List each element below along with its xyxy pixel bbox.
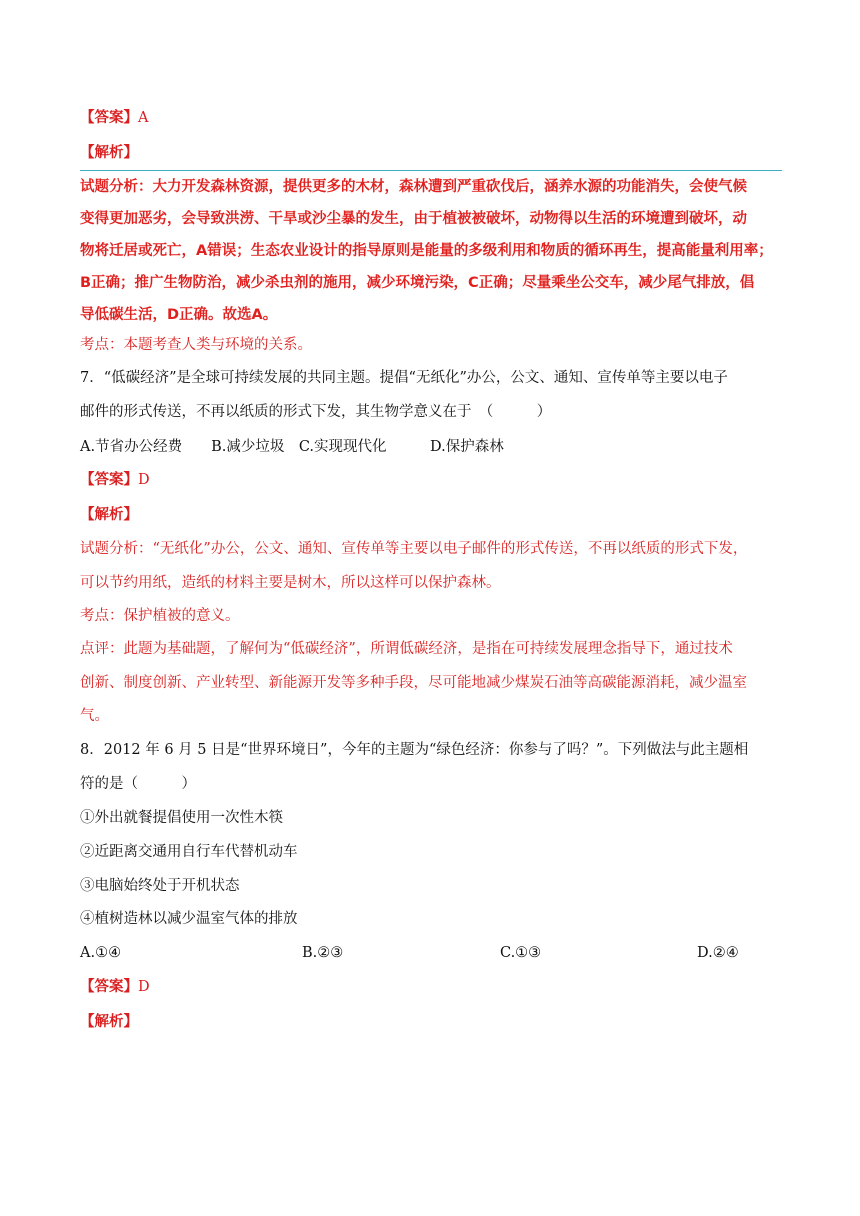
analysis-heading: 【解析】 [80, 144, 138, 161]
answer-bracket: 【答案】 [80, 978, 138, 995]
answer-value: D [138, 472, 150, 488]
analysis-text-line: 试题分析：“无纸化”办公，公文、通知、宣传单等主要以电子邮件的形式传送，不再以纸质的形式下发， [80, 541, 748, 557]
analysis-text-line: 变得更加恶劣，会导致洪涝、干旱或沙尘暴的发生，由于植被被破坏，动物得以生活的环境遭到破坏，动 [80, 211, 747, 227]
analysis-heading: 【解析】 [80, 506, 138, 523]
statement-item: ③电脑始终处于开机状态 [80, 878, 240, 894]
answer-value: A [138, 110, 149, 126]
option-b: B.②③ [302, 945, 344, 961]
dianping-text-line: 创新、制度创新、产业转型、新能源开发等多种手段，尽可能地减少煤炭石油等高碳能源消耗，减少温室 [80, 675, 747, 691]
statement-item: ②近距离交通用自行车代替机动车 [80, 844, 298, 860]
answer-line [80, 470, 150, 490]
kaodian-text: 考点：保护植被的意义。 [80, 608, 240, 624]
answer-line [80, 977, 150, 997]
dianping-text-line: 气。 [80, 708, 109, 724]
analysis-text-line: B正确；推广生物防治，减少杀虫剂的施用，减少环境污染，C正确；尽量乘坐公交车，减少尾气排放，倡 [80, 275, 755, 291]
question-stem: 7．“低碳经济”是全球可持续发展的共同主题。提倡“无纸化”办公，公文、通知、宣传单等主要以电子 [80, 370, 728, 386]
answer-bracket: 【答案】 [80, 109, 138, 126]
option-c: C.①③ [500, 945, 542, 961]
analysis-text-line: 可以节约用纸，造纸的材料主要是树木，所以这样可以保护森林。 [80, 575, 501, 591]
analysis-heading: 【解析】 [80, 1013, 138, 1030]
dianping-text-line: 点评：此题为基础题，了解何为“低碳经济”，所谓低碳经济，是指在可持续发展理念指导下，通过技术 [80, 641, 733, 657]
analysis-text-line: 导低碳生活，D正确。故选A。 [80, 307, 278, 323]
statement-item: ④植树造林以减少温室气体的排放 [80, 911, 298, 927]
answer-line [80, 108, 148, 128]
statement-item: ①外出就餐提倡使用一次性木筷 [80, 810, 283, 826]
answer-bracket: 【答案】 [80, 471, 138, 488]
analysis-text-line: 物将迁居或死亡，A错误；生态农业设计的指导原则是能量的多级利用和物质的循环再生，提高能量利用率； [80, 243, 773, 259]
kaodian-text: 考点：本题考查人类与环境的关系。 [80, 337, 312, 353]
answer-value: D [138, 979, 150, 995]
question-stem: 符的是（ ） [80, 776, 196, 792]
divider [80, 170, 782, 171]
option-a: A.①④ [80, 945, 122, 961]
analysis-text-line: 试题分析：大力开发森林资源，提供更多的木材，森林遭到严重砍伐后，涵养水源的功能消失，会使气候 [80, 179, 747, 195]
options-line: A.节省办公经费 B.减少垃圾 C.实现现代化 D.保护森林 [80, 439, 504, 455]
option-d: D.②④ [697, 945, 739, 961]
question-stem: 邮件的形式传送，不再以纸质的形式下发，其生物学意义在于 （ ） [80, 404, 552, 420]
question-stem: 8．2012 年 6 月 5 日是“世界环境日”，今年的主题为“绿色经济：你参与了吗？”。下列做法与此主题相 [80, 742, 749, 758]
